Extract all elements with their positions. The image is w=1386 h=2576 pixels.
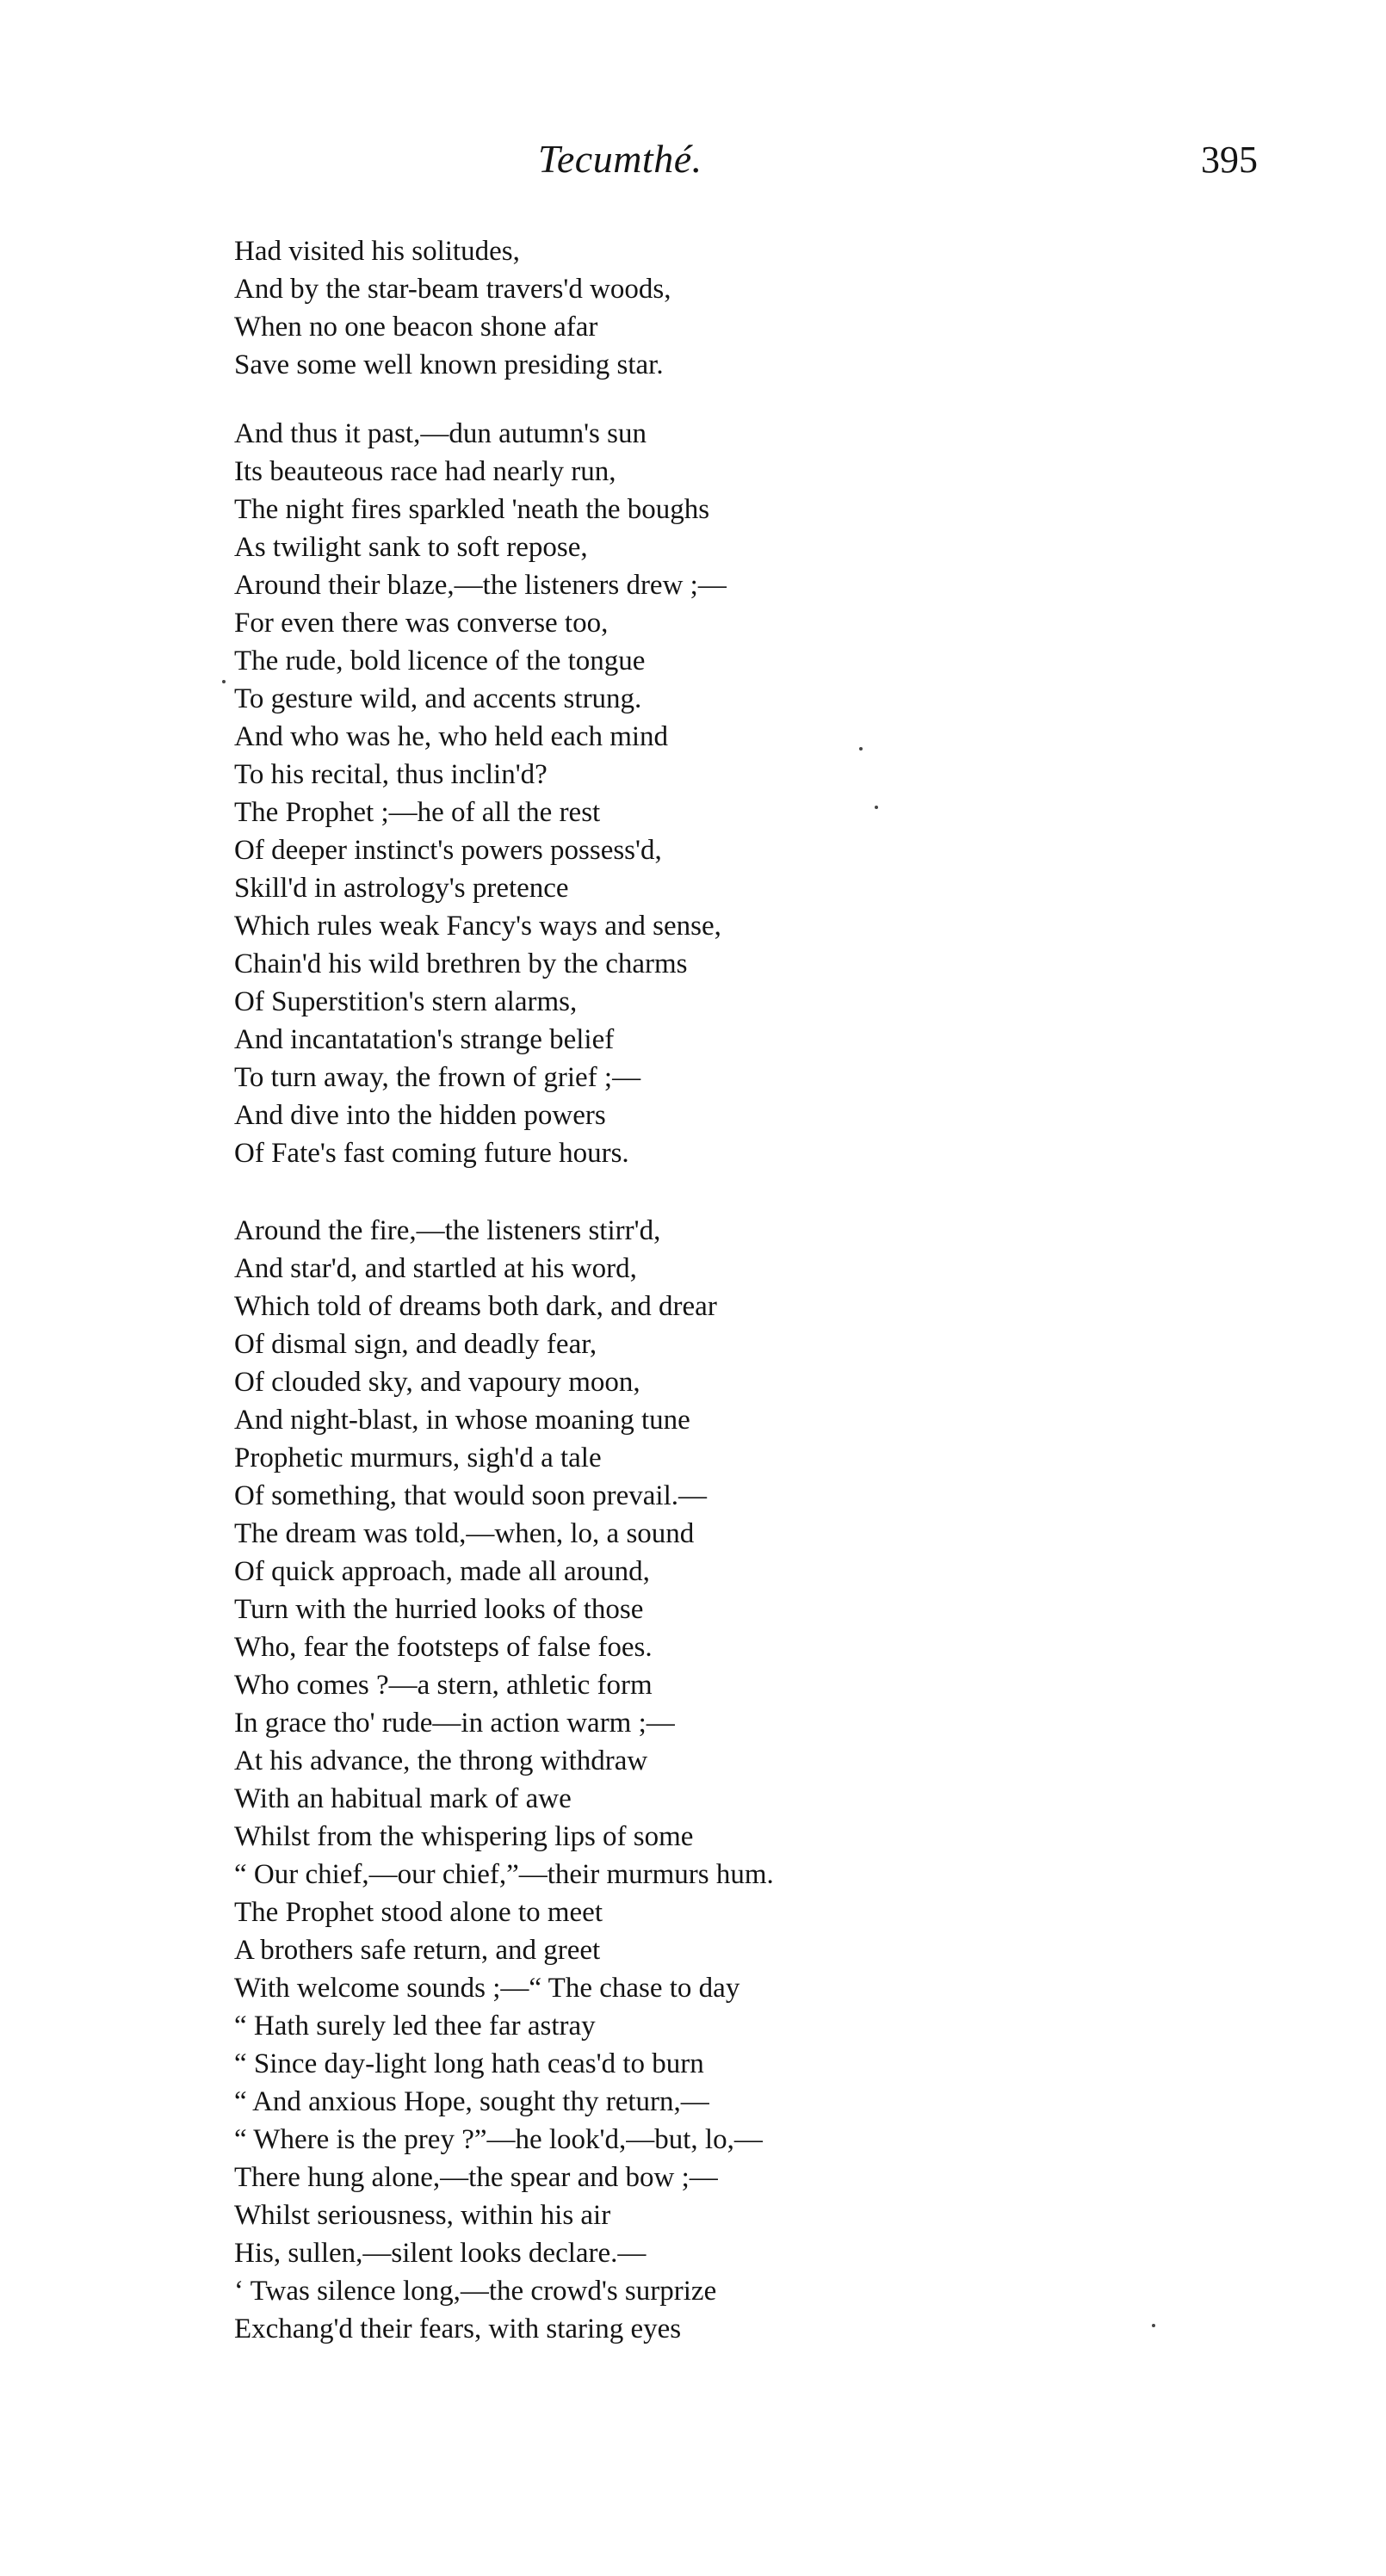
poem-line: Prophetic murmurs, sigh'd a tale: [234, 1442, 602, 1473]
poem-line: “ And anxious Hope, sought thy return,—: [234, 2086, 709, 2117]
poem-line: Of Superstition's stern alarms,: [234, 986, 578, 1017]
poem-line: Chain'd his wild brethren by the charms: [234, 948, 688, 979]
print-speck: [1152, 2324, 1155, 2327]
poem-body: [234, 232, 1267, 2348]
poem-line: Which rules weak Fancy's ways and sense,: [234, 911, 721, 942]
poem-line: Of Fate's fast coming future hours.: [234, 1138, 629, 1169]
poem-line: Had visited his solitudes,: [234, 236, 520, 267]
poem-line: The night fires sparkled 'neath the boughs: [234, 494, 710, 525]
poem-line: Its beauteous race had nearly run,: [234, 456, 616, 487]
poem-line: There hung alone,—the spear and bow ;—: [234, 2162, 718, 2193]
page-number: 395: [1201, 139, 1258, 181]
poem-line: The rude, bold licence of the tongue: [234, 646, 646, 676]
poem-line: Around the fire,—the listeners stirr'd,: [234, 1215, 661, 1246]
poem-line: Who, fear the footsteps of false foes.: [234, 1632, 653, 1663]
poem-line: Around their blaze,—the listeners drew ;—: [234, 570, 727, 601]
poem-line: To his recital, thus inclin'd?: [234, 759, 548, 790]
stanza-3: [234, 1212, 1267, 2348]
stanza-1: [234, 232, 1267, 384]
poem-line: “ Since day-light long hath ceas'd to burn: [234, 2048, 704, 2079]
poem-line: Of dismal sign, and deadly fear,: [234, 1329, 597, 1360]
print-speck: [875, 806, 878, 809]
poem-line: His, sullen,—silent looks declare.—: [234, 2238, 647, 2269]
poem-line: And incantatation's strange belief: [234, 1024, 615, 1055]
poem-line: And night-blast, in whose moaning tune: [234, 1405, 690, 1436]
print-speck: [859, 747, 863, 751]
poem-line: With welcome sounds ;—“ The chase to day: [234, 1973, 740, 2004]
poem-line: And dive into the hidden powers: [234, 1100, 606, 1131]
poem-line: The Prophet stood alone to meet: [234, 1897, 603, 1928]
poem-line: Skill'd in astrology's pretence: [234, 873, 569, 904]
poem-line: Whilst from the whispering lips of some: [234, 1821, 694, 1852]
poem-line: And thus it past,—dun autumn's sun: [234, 418, 647, 449]
poem-line: And star'd, and startled at his word,: [234, 1253, 637, 1284]
poem-line: “ Hath surely led thee far astray: [234, 2011, 596, 2042]
print-speck: [222, 680, 226, 683]
poem-line: “ Where is the prey ?”—he look'd,—but, lo,—: [234, 2124, 763, 2155]
poem-line: For even there was converse too,: [234, 608, 609, 639]
poem-line: As twilight sank to soft repose,: [234, 532, 588, 563]
poem-line: Of clouded sky, and vapoury moon,: [234, 1367, 640, 1398]
poem-line: In grace tho' rude—in action warm ;—: [234, 1708, 675, 1739]
poem-line: Whilst seriousness, within his air: [234, 2200, 611, 2231]
poem-line: To turn away, the frown of grief ;—: [234, 1062, 641, 1093]
poem-line: Which told of dreams both dark, and drear: [234, 1291, 717, 1322]
poem-line: Who comes ?—a stern, athletic form: [234, 1670, 653, 1701]
poem-line: Of something, that would soon prevail.—: [234, 1480, 708, 1511]
poem-line: When no one beacon shone afar: [234, 312, 598, 343]
poem-line: Of quick approach, made all around,: [234, 1556, 650, 1587]
stanza-2: [234, 415, 1267, 1172]
poem-line: And who was he, who held each mind: [234, 721, 669, 752]
running-title: Tecumthé.: [538, 137, 702, 181]
poem-line: The Prophet ;—he of all the rest: [234, 797, 601, 828]
poem-line: A brothers safe return, and greet: [234, 1935, 601, 1966]
poem-line: Exchang'd their fears, with staring eyes: [234, 2313, 682, 2344]
poem-line: “ Our chief,—our chief,”—their murmurs hum.: [234, 1859, 774, 1890]
poem-line: Of deeper instinct's powers possess'd,: [234, 835, 662, 866]
poem-line: At his advance, the throng withdraw: [234, 1745, 648, 1776]
poem-line: The dream was told,—when, lo, a sound: [234, 1518, 695, 1549]
poem-line: With an habitual mark of awe: [234, 1783, 572, 1814]
poem-line: ‘ Twas silence long,—the crowd's surprize: [234, 2276, 717, 2307]
poem-line: To gesture wild, and accents strung.: [234, 683, 642, 714]
poem-line: Turn with the hurried looks of those: [234, 1594, 644, 1625]
poem-line: And by the star-beam travers'd woods,: [234, 274, 671, 305]
poem-line: Save some well known presiding star.: [234, 349, 664, 380]
